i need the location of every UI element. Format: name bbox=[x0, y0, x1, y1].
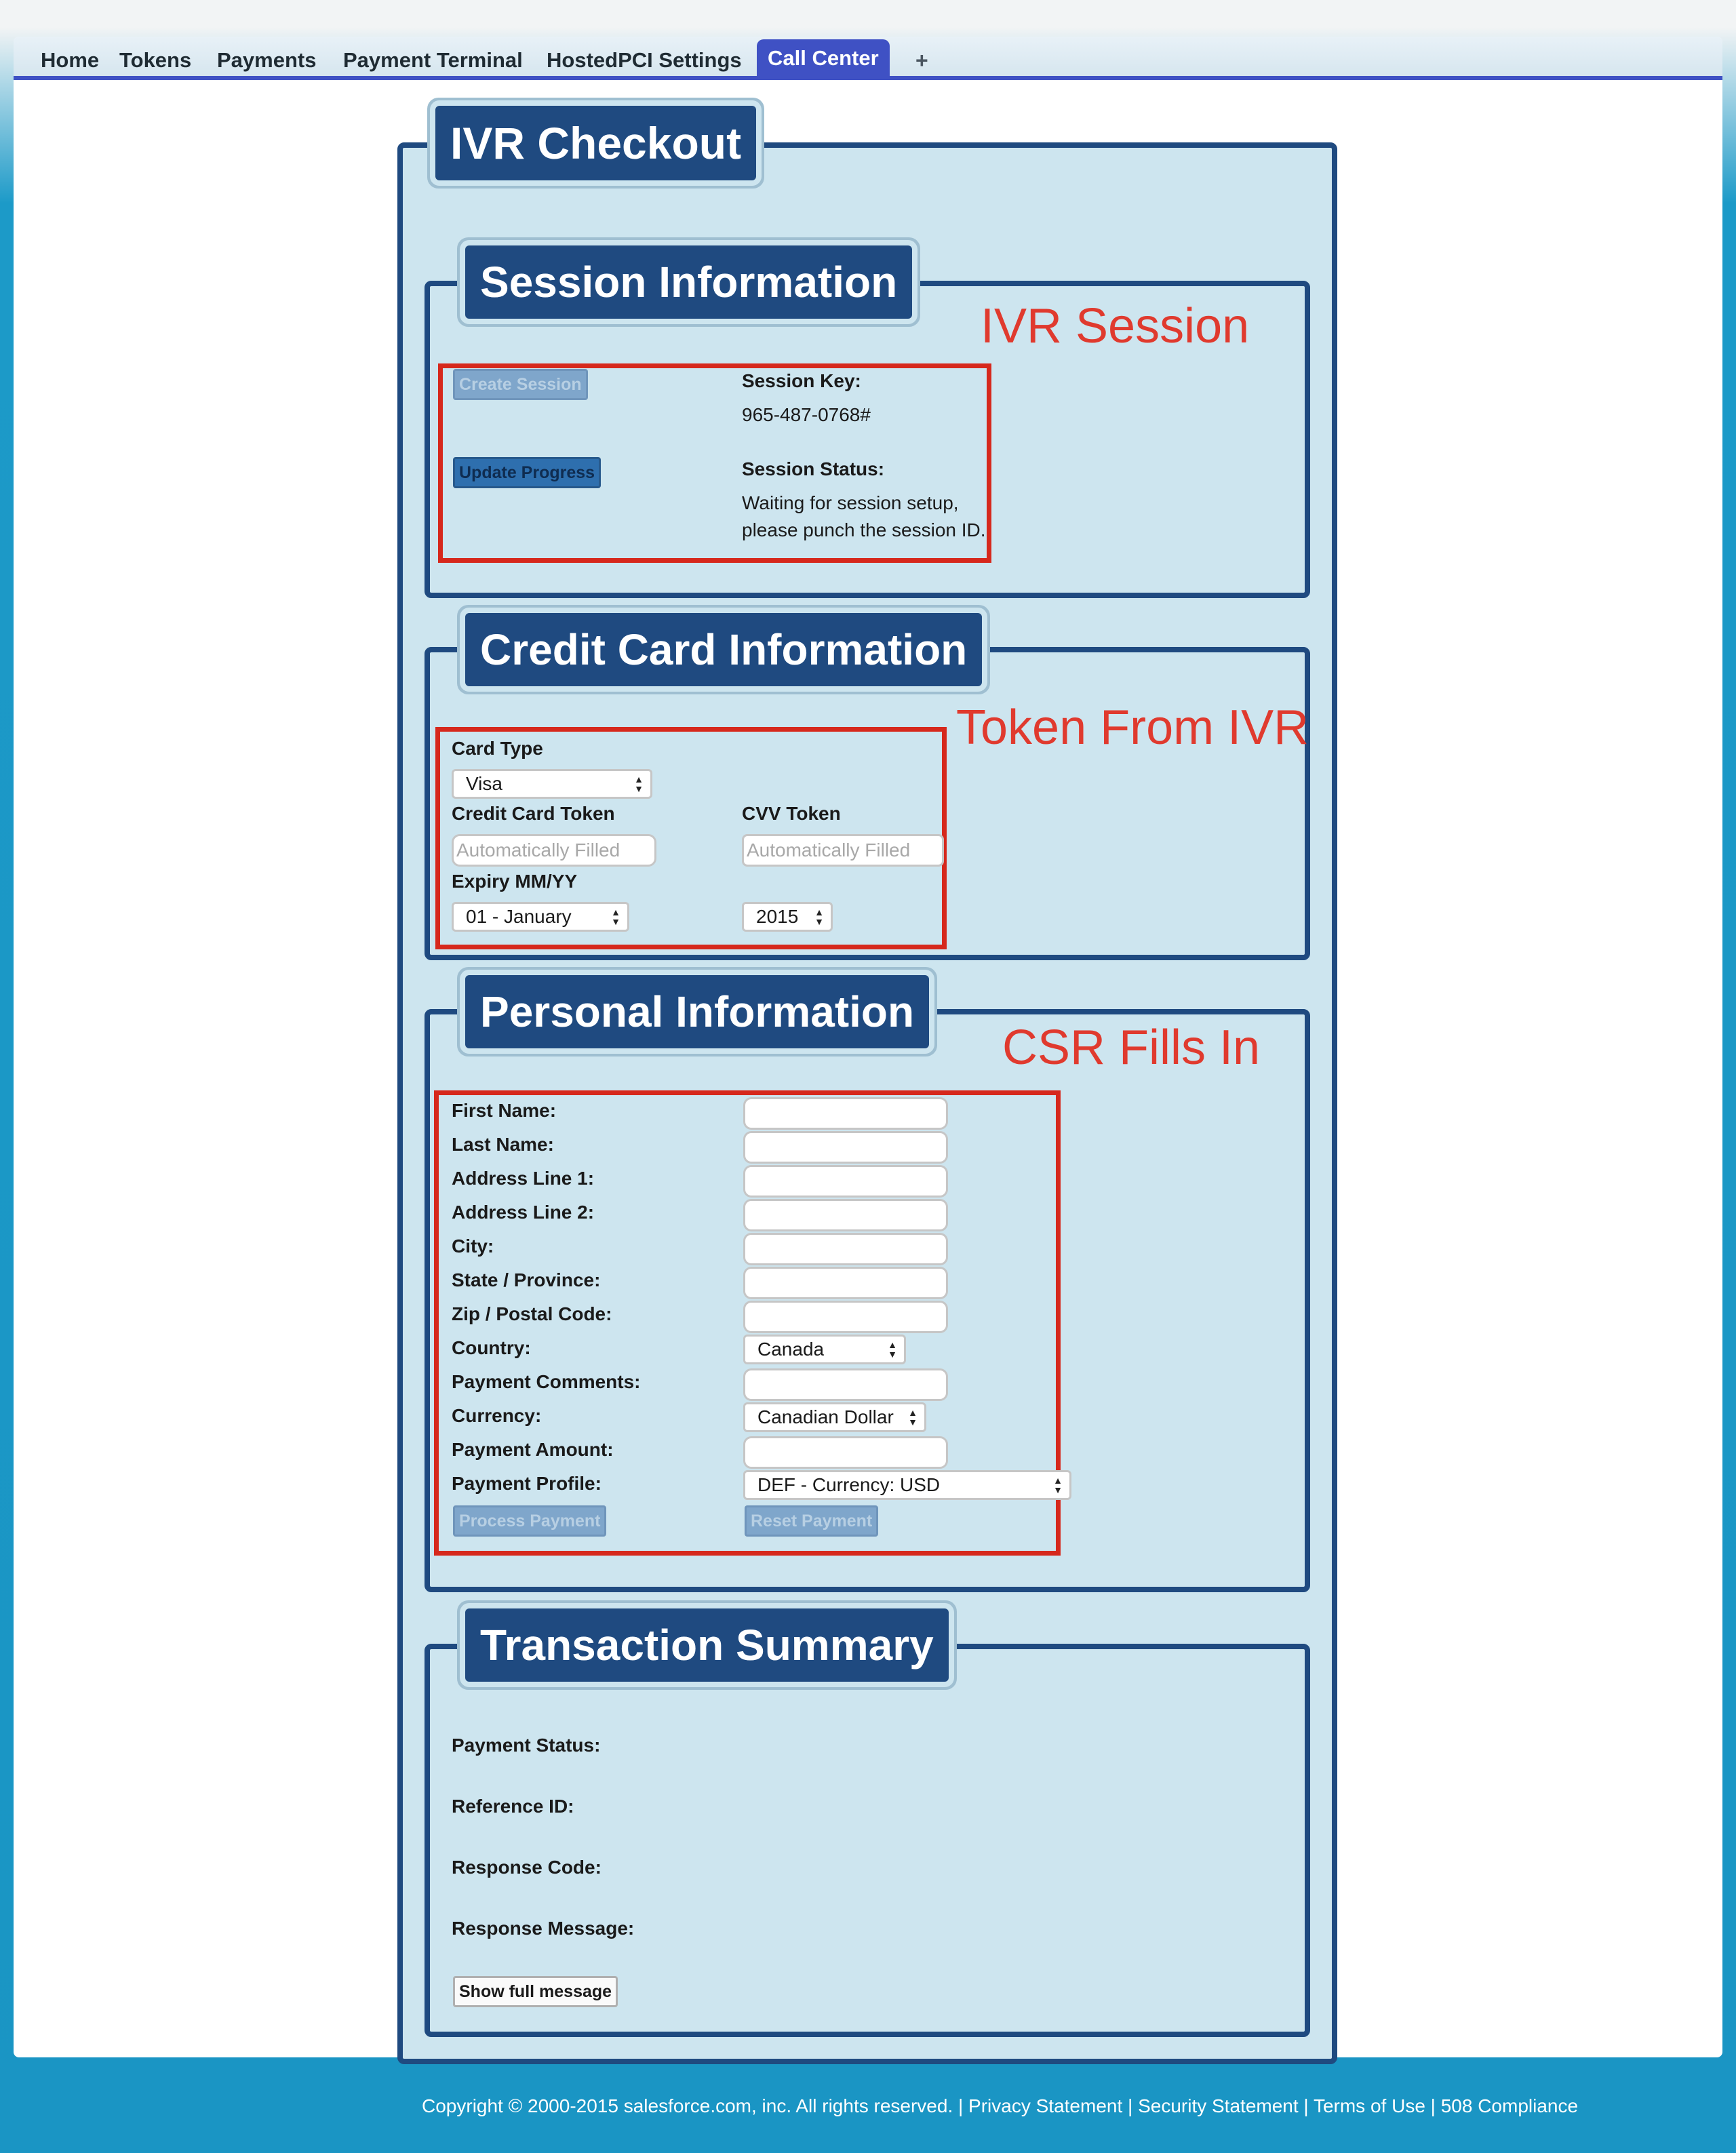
response-message-label: Response Message: bbox=[452, 1918, 635, 1939]
cvv-token-label: CVV Token bbox=[742, 803, 841, 824]
city-input[interactable] bbox=[743, 1233, 948, 1265]
tab-bar bbox=[14, 37, 1722, 80]
reset-payment-button[interactable]: Reset Payment bbox=[745, 1505, 878, 1537]
currency-label: Currency: bbox=[452, 1405, 542, 1426]
cvv-token-input[interactable]: Automatically Filled bbox=[742, 834, 944, 867]
select-arrow-icon bbox=[888, 1337, 897, 1359]
cc-token-label: Credit Card Token bbox=[452, 803, 615, 824]
select-arrow-icon bbox=[1053, 1472, 1063, 1495]
state-input[interactable] bbox=[743, 1267, 948, 1299]
city-label: City: bbox=[452, 1236, 494, 1257]
expiry-year-value: 2015 bbox=[756, 906, 799, 927]
token-from-ivr-annotation: Token From IVR bbox=[956, 700, 1309, 755]
session-status-line2: please punch the session ID. bbox=[742, 519, 986, 540]
show-full-message-button[interactable]: Show full message bbox=[453, 1976, 618, 2007]
country-value: Canada bbox=[757, 1339, 825, 1360]
page-title: IVR Checkout bbox=[435, 106, 756, 180]
payment-comments-label: Payment Comments: bbox=[452, 1371, 641, 1392]
arrow-down-icon: ▼ bbox=[908, 1417, 918, 1427]
session-key-label: Session Key: bbox=[742, 370, 861, 391]
tab-hostedpci-settings[interactable]: HostedPCI Settings bbox=[547, 48, 742, 72]
session-status-label: Session Status: bbox=[742, 458, 885, 479]
plus-icon[interactable]: + bbox=[915, 48, 928, 73]
first-name-label: First Name: bbox=[452, 1100, 557, 1121]
reference-id-label: Reference ID: bbox=[452, 1796, 574, 1817]
select-arrow-icon bbox=[611, 904, 620, 926]
arrow-down-icon: ▼ bbox=[1053, 1484, 1063, 1495]
select-arrow-icon bbox=[634, 771, 644, 793]
arrow-up-icon: ▲ bbox=[611, 907, 620, 917]
payment-status-label: Payment Status: bbox=[452, 1735, 601, 1756]
address2-input[interactable] bbox=[743, 1199, 948, 1231]
select-arrow-icon bbox=[814, 904, 824, 926]
payment-amount-label: Payment Amount: bbox=[452, 1439, 614, 1460]
payment-profile-select[interactable] bbox=[743, 1470, 1071, 1500]
currency-value: Canadian Dollar bbox=[757, 1406, 894, 1427]
country-select[interactable] bbox=[743, 1335, 906, 1364]
session-title: Session Information bbox=[465, 245, 912, 319]
first-name-input[interactable] bbox=[743, 1097, 948, 1130]
response-code-label: Response Code: bbox=[452, 1857, 601, 1878]
process-payment-button[interactable]: Process Payment bbox=[453, 1505, 606, 1537]
address2-label: Address Line 2: bbox=[452, 1202, 595, 1223]
arrow-up-icon: ▲ bbox=[634, 774, 644, 785]
currency-select[interactable] bbox=[743, 1402, 926, 1432]
cc-token-input[interactable]: Automatically Filled bbox=[452, 834, 656, 867]
card-type-select[interactable] bbox=[452, 769, 652, 799]
footer-links[interactable]: Copyright © 2000-2015 salesforce.com, inc. All rights reserved. | Privacy Statement | Security Statement | Terms of Use | 508 Compliance bbox=[422, 2095, 1579, 2116]
select-arrow-icon bbox=[908, 1404, 918, 1427]
card-type-label: Card Type bbox=[452, 738, 543, 759]
update-progress-button[interactable]: Update Progress bbox=[453, 457, 601, 488]
arrow-down-icon: ▼ bbox=[634, 783, 644, 794]
arrow-up-icon: ▲ bbox=[814, 907, 824, 917]
payment-profile-value: DEF - Currency: USD bbox=[757, 1474, 941, 1495]
tab-tokens[interactable]: Tokens bbox=[119, 48, 192, 72]
tab-payment-terminal[interactable]: Payment Terminal bbox=[343, 48, 523, 72]
address1-input[interactable] bbox=[743, 1165, 948, 1198]
country-label: Country: bbox=[452, 1337, 531, 1358]
credit-card-title: Credit Card Information bbox=[465, 613, 982, 686]
last-name-label: Last Name: bbox=[452, 1134, 554, 1155]
payment-amount-input[interactable] bbox=[743, 1436, 948, 1469]
arrow-down-icon: ▼ bbox=[611, 916, 620, 927]
card-type-value: Visa bbox=[466, 773, 502, 794]
expiry-month-select[interactable] bbox=[452, 902, 629, 932]
transaction-summary-title: Transaction Summary bbox=[465, 1608, 949, 1682]
address1-label: Address Line 1: bbox=[452, 1168, 595, 1189]
zip-input[interactable] bbox=[743, 1301, 948, 1333]
expiry-label: Expiry MM/YY bbox=[452, 871, 578, 892]
expiry-year-select[interactable] bbox=[742, 902, 833, 932]
last-name-input[interactable] bbox=[743, 1131, 948, 1164]
payment-comments-input[interactable] bbox=[743, 1368, 948, 1401]
arrow-down-icon: ▼ bbox=[888, 1349, 897, 1360]
expiry-month-value: 01 - January bbox=[466, 906, 572, 927]
tab-home[interactable]: Home bbox=[41, 48, 100, 72]
ivr-session-annotation: IVR Session bbox=[981, 299, 1250, 353]
zip-label: Zip / Postal Code: bbox=[452, 1303, 612, 1324]
session-key-value: 965-487-0768# bbox=[742, 404, 871, 425]
arrow-up-icon: ▲ bbox=[908, 1407, 918, 1418]
arrow-up-icon: ▲ bbox=[888, 1339, 897, 1350]
csr-fills-in-annotation: CSR Fills In bbox=[1002, 1021, 1261, 1075]
tab-payments[interactable]: Payments bbox=[217, 48, 317, 72]
tab-call-center[interactable]: Call Center bbox=[757, 39, 890, 77]
create-session-button[interactable]: Create Session bbox=[453, 369, 588, 400]
session-status-line1: Waiting for session setup, bbox=[742, 492, 959, 513]
personal-title: Personal Information bbox=[465, 975, 929, 1048]
arrow-up-icon: ▲ bbox=[1053, 1475, 1063, 1486]
state-label: State / Province: bbox=[452, 1269, 601, 1290]
arrow-down-icon: ▼ bbox=[814, 916, 824, 927]
payment-profile-label: Payment Profile: bbox=[452, 1473, 601, 1494]
